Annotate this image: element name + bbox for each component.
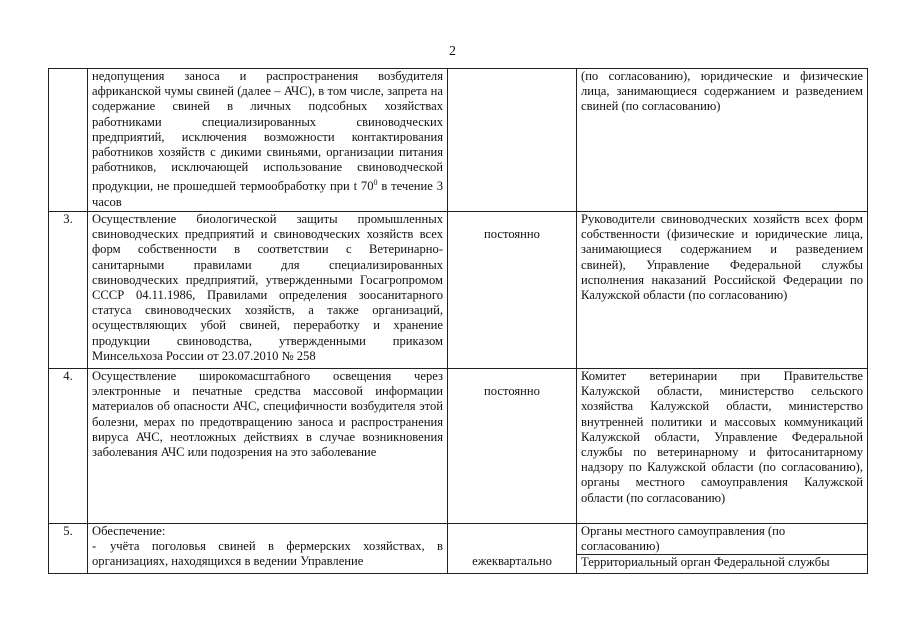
action-cell xyxy=(88,69,448,212)
term-text: постоянно xyxy=(484,384,540,399)
table-row xyxy=(49,69,868,212)
row-number: 5. xyxy=(49,524,88,574)
term-cell xyxy=(448,212,577,369)
table-row xyxy=(49,212,868,369)
action-heading: Обеспечение: xyxy=(92,524,166,539)
list-dash: - xyxy=(92,539,97,554)
responsible-cell xyxy=(577,524,868,574)
responsible-cell: (по согласованию), юридические и физические лица, занимающиеся содержанием и разведением свиней (по согласованию) xyxy=(577,69,868,212)
table-row xyxy=(49,524,868,574)
row-number: 4. xyxy=(49,369,88,524)
row-number xyxy=(49,69,88,212)
table-row xyxy=(49,369,868,524)
page-number: 2 xyxy=(449,44,456,59)
row-number: 3. xyxy=(49,212,88,369)
action-text: недопущения заноса и распространения возбудителя африканской чумы свиней (далее – АЧС), в том числе, запрета на содержание свиней в личных подсобных хозяйствах работниками специализированных свиноводческих предприятий, исключения возможности контактирования работников хозяйств с дикими свиньями, организации питания работников, исключающей использование свиноводческой продукции, не прошедшей термообработку при t 70 xyxy=(92,69,443,194)
action-cell: Осуществление биологической защиты промышленных свиноводческих предприятий и свиноводческих хозяйств всех форм собственности в соответствии с Ветеринарно-санитарными правилами для специализированных свиноводческих предприятий, утвержденными Госагропромом СССР 04.11.1986, Правилами определения зоосанитарного статуса свиноводческих хозяйств, а также организаций, осуществляющих убой свиней, переработку и хранение продукции свиноводства, утвержденными приказом Минсельхоза России от 23.07.2010 № 258 xyxy=(88,212,448,369)
term-cell xyxy=(448,369,577,524)
action-text-tail: в течение 3 часов xyxy=(92,179,443,209)
term-cell xyxy=(448,69,577,212)
responsible-top: Органы местного самоуправления (по согласованию) xyxy=(577,524,867,555)
responsible-cell: Комитет ветеринарии при Правительстве Калужской области, министерство сельского хозяйства Калужской области, министерство внутренней политики и массовых коммуникаций Калужской области, Управление Федеральной службы по ветеринарному и фитосанитарному надзору по Калужской области (по согласованию), органы местного самоуправления Калужской области (по согласованию) xyxy=(577,369,868,524)
responsible-text: Территориальный орган Федеральной службы xyxy=(581,555,830,570)
term-cell xyxy=(448,524,577,574)
action-text: учёта поголовья свиней в фермерских хозяйствах, в организациях, находящихся в ведении Управление xyxy=(92,539,443,569)
action-cell xyxy=(88,524,448,574)
term-text: постоянно xyxy=(484,227,540,242)
action-cell: Осуществление широкомасштабного освещения через электронные и печатные средства массовой информации материалов об опасности АЧС, специфичности возбудителя этой болезни, мерах по предотвращению заноса и распространения вируса АЧС, неотложных действиях в случае возникновения заболевания АЧС или подозрения на это заболевание xyxy=(88,369,448,524)
responsible-cell: Руководители свиноводческих хозяйств всех форм собственности (физические и юридические лица, занимающиеся содержанием и разведением свиней), Управление Федеральной службы исполнения наказаний Российской Федерации по Калужской области (по согласованию) xyxy=(577,212,868,369)
measures-table xyxy=(48,68,868,574)
degree-superscript: 0 xyxy=(373,178,378,188)
term-text: ежеквартально xyxy=(472,554,552,569)
